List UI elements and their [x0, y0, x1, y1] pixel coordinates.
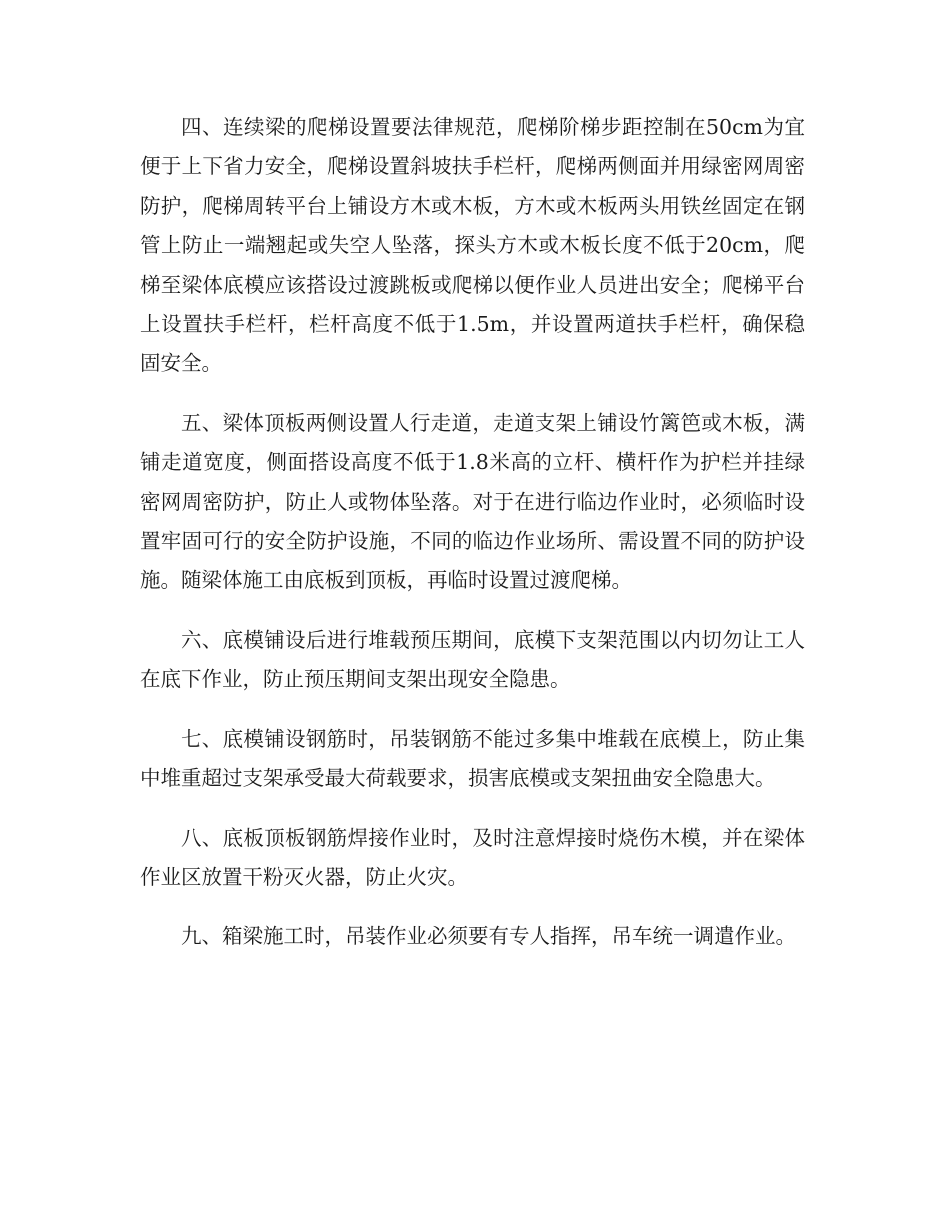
paragraph-7-rebar: 七、底模铺设钢筋时，吊装钢筋不能过多集中堆载在底模上，防止集中堆重超过支架承受最大荷载要求，损害底模或支架扭曲安全隐患大。: [140, 726, 805, 791]
paragraph-6-preload: 六、底模铺设后进行堆载预压期间，底模下支架范围以内切勿让工人在底下作业，防止预压期间支架出现安全隐患。: [140, 627, 805, 692]
paragraph-4-ladder: 四、连续梁的爬梯设置要法律规范，爬梯阶梯步距控制在50cm为宜便于上下省力安全，爬梯设置斜坡扶手栏杆，爬梯两侧面并用绿密网周密防护，爬梯周转平台上铺设方木或木板，方木或木板两头用铁丝固定在钢管上防止一端翘起或失空人坠落，探头方木或木板长度不低于20cm，爬梯至梁体底模应该搭设过渡跳板或爬梯以便作业人员进出安全；爬梯平台上设置扶手栏杆，栏杆高度不低于1.5m，并设置两道扶手栏杆，确保稳固安全。: [140, 115, 805, 376]
paragraph-8-welding: 八、底板顶板钢筋焊接作业时，及时注意焊接时烧伤木模，并在梁体作业区放置干粉灭火器，防止火灾。: [140, 825, 805, 889]
document-body: [140, 108, 805, 977]
paragraph-9-lifting: 九、箱梁施工时，吊装作业必须要有专人指挥，吊车统一调遣作业。: [181, 924, 796, 949]
paragraph-5-walkway: 五、梁体顶板两侧设置人行走道，走道支架上铺设竹篱笆或木板，满铺走道宽度，侧面搭设高度不低于1.8米高的立杆、横杆作为护栏并挂绿密网周密防护，防止人或物体坠落。对于在进行临边作业时，必须临时设置牢固可行的安全防护设施，不同的临边作业场所、需设置不同的防护设施。随梁体施工由底板到顶板，再临时设置过渡爬梯。: [140, 410, 805, 593]
